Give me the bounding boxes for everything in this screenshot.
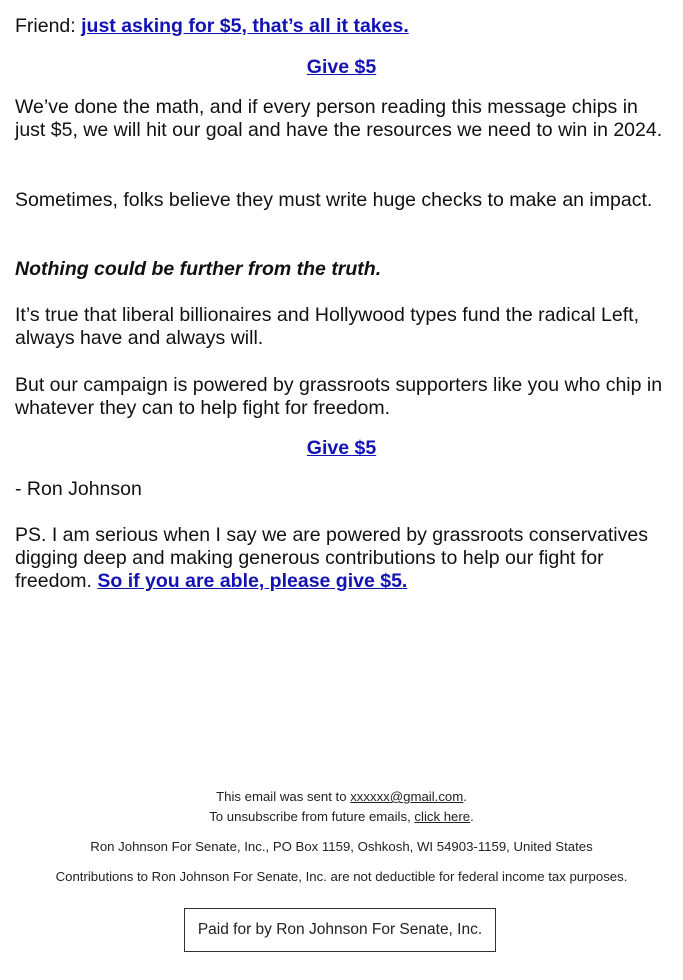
paragraph-math: We’ve done the math, and if every person reading this message chips in just $5, we will hit our goal and have the resources we need to win in 2024. [15,96,663,141]
recipient-email-link[interactable]: xxxxxx@gmail.com [350,789,464,804]
paragraph-nothing: Nothing could be further from the truth. [15,258,382,280]
signature: - Ron Johnson [15,478,142,500]
give-5-row-top [0,56,683,79]
unsubscribe-suffix: . [470,809,474,824]
footer-address: Ron Johnson For Senate, Inc., PO Box 1159, Oshkosh, WI 54903-1159, United States [90,839,593,854]
unsubscribe-link[interactable]: click here [414,809,471,824]
postscript [15,524,673,593]
sent-to-line [0,787,683,807]
unsubscribe-prefix: To unsubscribe from future emails, [209,809,415,824]
postscript-text: PS. I am serious when I say we are powered by grassroots conservatives digging deep and making generous contributions to help our fight for freedom. [15,524,648,592]
intro-line [15,15,668,38]
sent-to-suffix: . [463,789,467,804]
paragraph-sometimes: Sometimes, folks believe they must write huge checks to make an impact. [15,189,653,211]
paragraph-but: But our campaign is powered by grassroots supporters like you who chip in whatever they can to help fight for freedom. [15,374,663,419]
give-5-link-bottom[interactable]: Give $5 [306,437,377,459]
sent-to-prefix: This email was sent to [216,789,351,804]
salutation: Friend: [15,15,82,37]
unsubscribe-line [0,807,683,827]
paragraph-true: It’s true that liberal billionaires and Hollywood types fund the radical Left, always have and always will. [15,304,639,349]
footer-contributions-notice: Contributions to Ron Johnson For Senate, Inc. are not deductible for federal income tax purposes. [55,869,628,884]
paid-for-disclaimer: Paid for by Ron Johnson For Senate, Inc. [184,908,496,952]
give-5-row-bottom [0,437,683,460]
postscript-donate-link[interactable]: So if you are able, please give $5. [97,570,408,592]
intro-donate-link[interactable]: just asking for $5, that’s all it takes. [81,15,409,37]
footer-recipient-info [0,787,683,827]
give-5-link-top[interactable]: Give $5 [306,56,377,78]
